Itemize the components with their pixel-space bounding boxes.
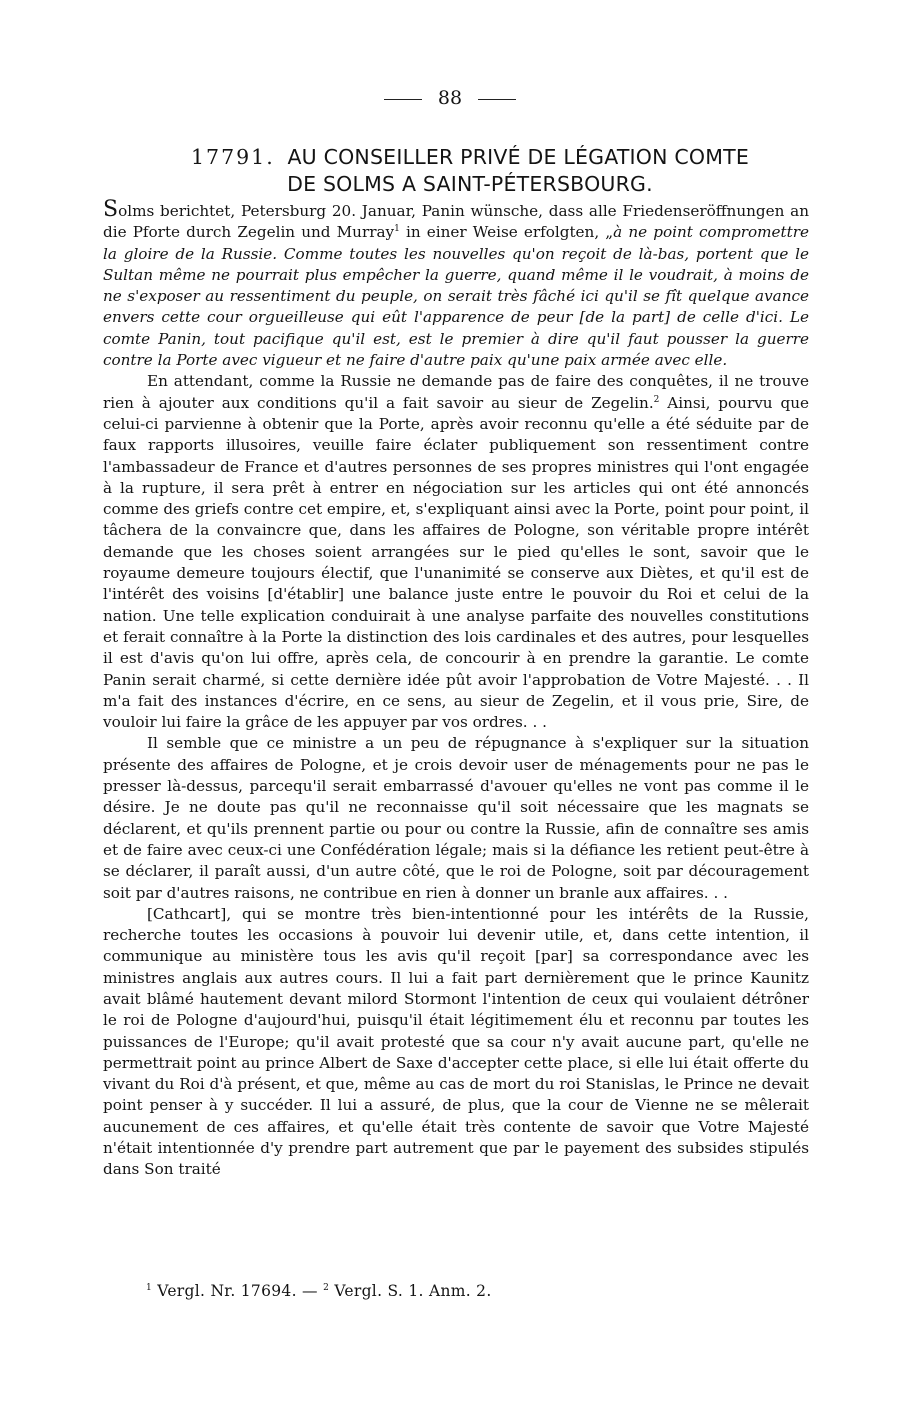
paragraph-1 — [103, 199, 809, 371]
paragraph-1-quote: Comme toutes les nouvelles qu'on reçoit de là-bas, portent que le Sultan même ne pourrait plus empêcher la guerre, quand même il le voudrait, à moins de ne s'exposer au ressentiment du peuple, on serait très fâché ici qu'il se fît quelque avance envers cette cour orgueilleuse qui eût l'apparence de peur [de la part] de celle d'ici. Le comte Panin, tout pacifique qu'il est, est le premier à dire qu'il faut pousser la guerre contre la Porte avec vigueur et ne faire d'autre paix qu'une paix armée avec elle. — [103, 244, 809, 370]
footnote-separator: — — [296, 1282, 324, 1300]
paragraph-2-text-b: Ainsi, pourvu que celui-ci parvienne à obtenir que la Porte, après avoir reconnu qu'elle a été séduite par de faux rapports illusoires, veuille faire éclater publiquement son ressentiment contre l'ambassadeur de France et d'autres personnes de ses propres ministres qui l'ont engagée à la rupture, il sera prêt à entrer en négociation sur les articles qui ont été annoncés comme des griefs contre cet empire, et, s'expliquant ainsi avec la Porte, point pour point, il tâchera de la convaincre que, dans les affaires de Pologne, son véritable propre intérêt demande que les choses soient arrangées sur le pied qu'elles le sont, savoir que le royaume demeure toujours électif, que l'unanimité se conserve aux Diètes, et qu'il est de l'intérêt des voisins [d'établir] une balance juste entre le pouvoir du Roi et celui de la nation. Une telle explication conduirait à une analyse parfaite des nouvelles constitutions et ferait connaître à la Porte la distinction des lois cardinales et des autres, pour lesquelles il est d'avis qu'on lui offre, après cela, de concourir à en prendre la garantie. Le comte Panin serait charmé, si cette dernière idée pût avoir l'approbation de Votre Majesté. . . Il m'a fait des instances d'écrire, en ce sens, au sieur de Zegelin, et il vous prie, Sire, de vouloir lui faire la grâce de les appuyer par vos ordres. . . — [103, 393, 809, 732]
footnote-ref-2: 2 — [653, 394, 660, 405]
letter-body — [103, 199, 809, 1181]
letter-title-line-2: DE SOLMS A SAINT-PÉTERSBOURG. — [287, 172, 653, 196]
paragraph-1-text-a: olms berichtet, Petersburg 20. Januar, Panin wünsche, dass alle Friedenseröffnungen an die Pforte durch Zegelin und Murray — [103, 202, 809, 242]
paragraph-1-text-b: in einer Weise erfolgten, „ — [399, 223, 614, 242]
footnote-1-text: Vergl. Nr. 17694. — [152, 1282, 297, 1300]
initial-letter: S — [103, 197, 119, 222]
footnotes — [146, 1281, 796, 1301]
paragraph-1-quote-italic: à ne point compromettre la gloire de la Russie. — [103, 223, 809, 263]
letter-title-line-1: AU CONSEILLER PRIVÉ DE LÉGATION COMTE — [287, 145, 749, 169]
paragraph-4: [Cathcart], qui se montre très bien-intentionné pour les intérêts de la Russie, recherche toutes les occasions à pouvoir lui devenir utile, et, dans cette intention, il communique au ministère tous les avis qu'il reçoit [par] sa correspondance avec les ministres anglais aux autres cours. Il lui a fait part dernièrement que le prince Kaunitz avait blâmé hautement devant milord Stormont l'intention de ceux qui voulaient détrôner le roi de Pologne d'aujourd'hui, puisqu'il était légitimement élu et reconnu par toutes les puissances de l'Europe; qu'il avait protesté que sa cour n'y avait aucune part, qu'elle ne permettrait point au prince Albert de Saxe d'accepter cette place, si elle lui était offerte du vivant du Roi d'à présent, et que, même au cas de mort du roi Stanislas, le Prince ne devait point penser à y succéder. Il lui a assuré, de plus, que la cour de Vienne ne se mêlerait aucunement de ces affaires, et qu'elle était très contente de savoir que Votre Majesté n'était intentionnée d'y prendre part autrement que par le payement des subsides stipulés dans Son traité — [103, 904, 809, 1179]
paragraph-3: Il semble que ce ministre a un peu de répugnance à s'expliquer sur la situation présente des affaires de Pologne, et je crois devoir user de ménagements pour ne pas le presser là-dessus, parcequ'il serait embarrassé d'avouer qu'elles ne vont pas comme il le désire. Je ne doute pas qu'il ne reconnaisse qu'il soit nécessaire que les magnats se déclarent, et qu'ils prennent partie ou pour ou contre la Russie, afin de connaître ses amis et de faire avec ceux-ci une Confédération légale; mais si la défiance les retient peut-être à se déclarer, il paraît aussi, d'un autre côté, que le roi de Pologne, soit par découragement soit par d'autres raisons, ne contribue en rien à donner un branle aux affaires. . . — [103, 734, 809, 902]
paragraph-2-text-a: En attendant, comme la Russie ne demande pas de faire des conquêtes, il ne trouve rien à ajouter aux conditions qu'il a fait savoir au sieur de Zegelin. — [103, 372, 809, 412]
footnote-ref-1: 1 — [394, 224, 400, 235]
footnote-1-marker: 1 — [146, 1282, 153, 1293]
footnote-2-marker: 2 — [323, 1282, 330, 1293]
letter-number: 17791. — [190, 145, 275, 169]
paragraph-2 — [103, 371, 809, 733]
letter-heading-line-1 — [120, 144, 820, 171]
letter-heading — [120, 144, 820, 198]
page-number: 88 — [437, 87, 463, 109]
header-rule-right — [478, 99, 516, 100]
page-header — [0, 86, 900, 110]
footnote-2-text: Vergl. S. 1. Anm. 2. — [329, 1282, 492, 1300]
header-rule-left — [384, 99, 422, 100]
